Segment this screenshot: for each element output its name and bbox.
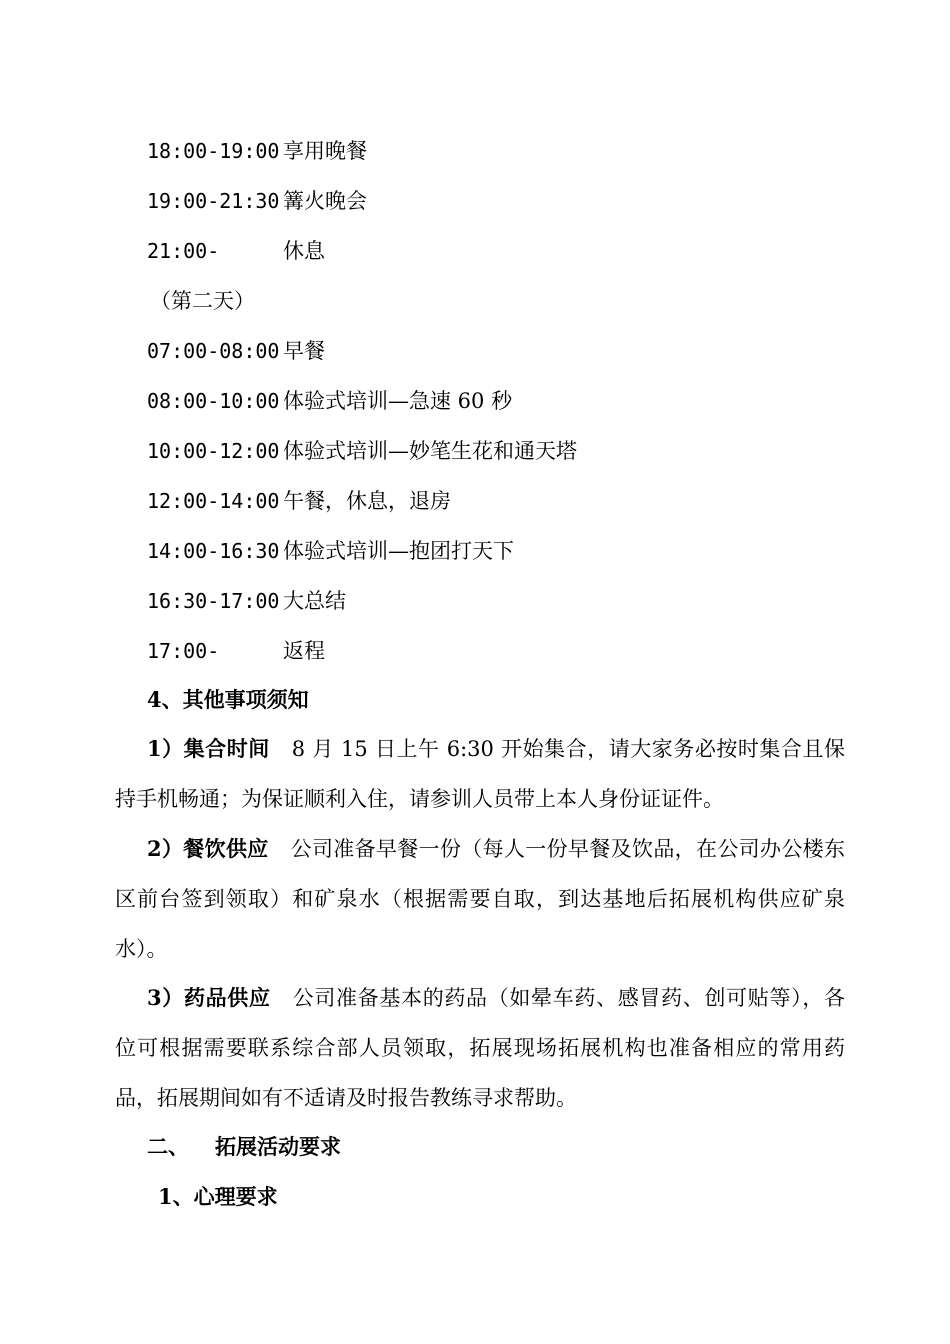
schedule-time: 21:00- [147,239,220,263]
schedule-time: 17:00- [147,639,220,663]
note-text: 公司准备早餐一份（每人一份早餐及饮品，在公司办公楼东区前台签到领取）和矿泉水（根据需要自取，到达基地后拓展机构供应矿泉水）。 [115,837,845,961]
schedule-time: 14:00-16:30 [147,539,280,563]
schedule-activity: 休息 [283,239,325,263]
schedule-activity: 返程 [283,639,325,663]
note-label: 1）集合时间 [147,736,270,761]
schedule-activity: 大总结 [283,589,346,613]
schedule-activity: 午餐，休息，退房 [283,489,451,513]
section-heading: 4、其他事项须知 [147,687,309,712]
subsection-heading: 1、心理要求 [158,1184,278,1209]
section-number: 二、 [147,1134,189,1159]
schedule-time: 16:30-17:00 [147,589,280,613]
schedule-activity: 享用晚餐 [283,139,367,163]
schedule-activity: 篝火晚会 [283,189,367,213]
schedule-time: 07:00-08:00 [147,339,280,363]
schedule-time: 12:00-14:00 [147,489,280,513]
note-paragraph [115,724,845,824]
schedule-activity: 体验式培训—急速 60 秒 [283,389,513,413]
schedule-activity: 体验式培训—妙笔生花和通天塔 [283,439,577,463]
note-paragraph [115,973,845,1123]
day2-heading: （第二天） [150,289,255,313]
note-text: 8 月 15 日上午 6:30 开始集合，请大家务必按时集合且保持手机畅通；为保证顺利入住，请参训人员带上本人身份证证件。 [115,737,845,811]
schedule-activity: 早餐 [283,339,325,363]
note-label: 2）餐饮供应 [147,836,269,861]
schedule-time: 19:00-21:30 [147,189,280,213]
note-label: 3）药品供应 [147,985,271,1010]
schedule-time: 18:00-19:00 [147,139,280,163]
schedule-activity: 体验式培训—抱团打天下 [283,539,514,563]
section-title: 拓展活动要求 [215,1134,341,1159]
note-paragraph [115,824,845,974]
note-text: 公司准备基本的药品（如晕车药、感冒药、创可贴等），各位可根据需要联系综合部人员领取，拓展现场拓展机构也准备相应的常用药品，拓展期间如有不适请及时报告教练寻求帮助。 [115,986,845,1110]
schedule-time: 10:00-12:00 [147,439,280,463]
schedule-time: 08:00-10:00 [147,389,280,413]
